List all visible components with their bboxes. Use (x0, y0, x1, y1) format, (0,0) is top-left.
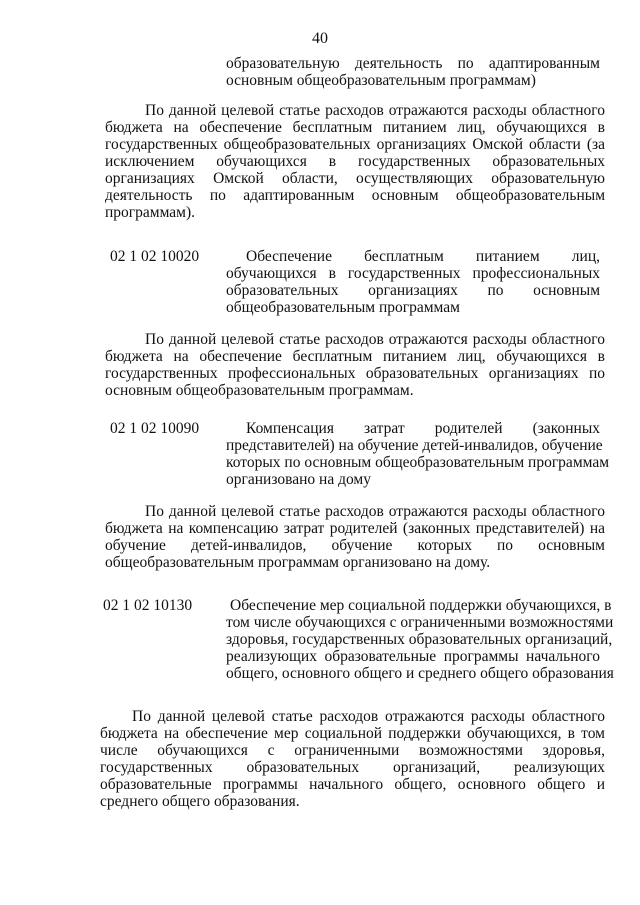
title-line: представителей) на обучение детей-инвалидов, обучение (226, 437, 603, 454)
title-line: организовано на дому (226, 471, 371, 488)
paragraph-line: организациях Омской области, осуществляющих образовательную (105, 170, 605, 187)
title-line: общего, основного общего и среднего общего образования (226, 665, 614, 682)
paragraph-line: общеобразовательным программам организовано на дому. (105, 554, 491, 571)
title-line: здоровья, государственных образовательных организаций, (226, 631, 613, 648)
paragraph-line: По данной целевой статье расходов отражаются расходы областного (132, 708, 605, 725)
section-title-1 (226, 248, 600, 316)
intro-title-fragment (226, 55, 600, 89)
paragraph-line: бюджета на компенсацию затрат родителей (законных представителей) на (105, 520, 605, 537)
title-line: реализующих образовательные программы начального (226, 648, 600, 665)
section-code: 02 1 02 10130 (103, 597, 193, 614)
section-code: 02 1 02 10020 (110, 248, 200, 265)
paragraph-line: бюджета на обеспечение бесплатным питанием лиц, обучающихся в (105, 348, 605, 365)
paragraph-line: государственных профессиональных образовательных организациях по (105, 365, 605, 382)
paragraph-line: программам). (105, 204, 196, 221)
intro-line: образовательную деятельность по адаптированным (226, 55, 600, 72)
title-line: том числе обучающихся с ограниченными возможностями (226, 614, 614, 631)
paragraph-line: государственных образовательных организаций, реализующих (100, 759, 605, 776)
paragraph-3 (100, 708, 605, 810)
paragraph-line: числе обучающихся с ограниченными возможностями здоровья, (100, 742, 605, 759)
paragraph-line: бюджета на обеспечение бесплатным питанием лиц, обучающихся в (105, 119, 605, 136)
paragraph-line: государственных общеобразовательных организациях Омской области (за (105, 136, 605, 153)
paragraph-line: основным общеобразовательным программам. (105, 382, 414, 399)
title-line: Обеспечение бесплатным питанием лиц, (246, 248, 600, 265)
paragraph-line: образовательные программы начального общего, основного общего и (100, 776, 605, 793)
title-line: Обеспечение мер социальной поддержки обучающихся, в (230, 597, 612, 614)
paragraph-line: исключением обучающихся в государственных образовательных (105, 153, 605, 170)
paragraph-line: обучение детей-инвалидов, обучение которых по основным (105, 537, 605, 554)
paragraph-line: бюджета на обеспечение мер социальной поддержки обучающихся, в том (100, 725, 605, 742)
section-code: 02 1 02 10090 (110, 420, 200, 437)
page-number: 40 (312, 30, 328, 47)
paragraph-line: По данной целевой статье расходов отражаются расходы областного (145, 503, 605, 520)
paragraph-line: По данной целевой статье расходов отражаются расходы областного (145, 102, 605, 119)
title-line: которых по основным общеобразовательным программам (226, 454, 610, 471)
title-line: образовательных организациях по основным (226, 282, 600, 299)
paragraph-0 (105, 102, 605, 221)
paragraph-line: среднего общего образования. (100, 793, 300, 810)
section-title-2 (226, 420, 610, 488)
section-title-3 (226, 597, 614, 682)
paragraph-line: По данной целевой статье расходов отражаются расходы областного (145, 331, 605, 348)
title-line: обучающихся в государственных профессиональных (226, 265, 600, 282)
paragraph-1 (105, 331, 605, 399)
paragraph-line: деятельность по адаптированным основным общеобразовательным (105, 187, 605, 204)
paragraph-2 (105, 503, 605, 571)
title-line: Компенсация затрат родителей (законных (246, 420, 600, 437)
intro-line: основным общеобразовательным программам) (226, 72, 536, 89)
title-line: общеобразовательным программам (226, 299, 460, 316)
